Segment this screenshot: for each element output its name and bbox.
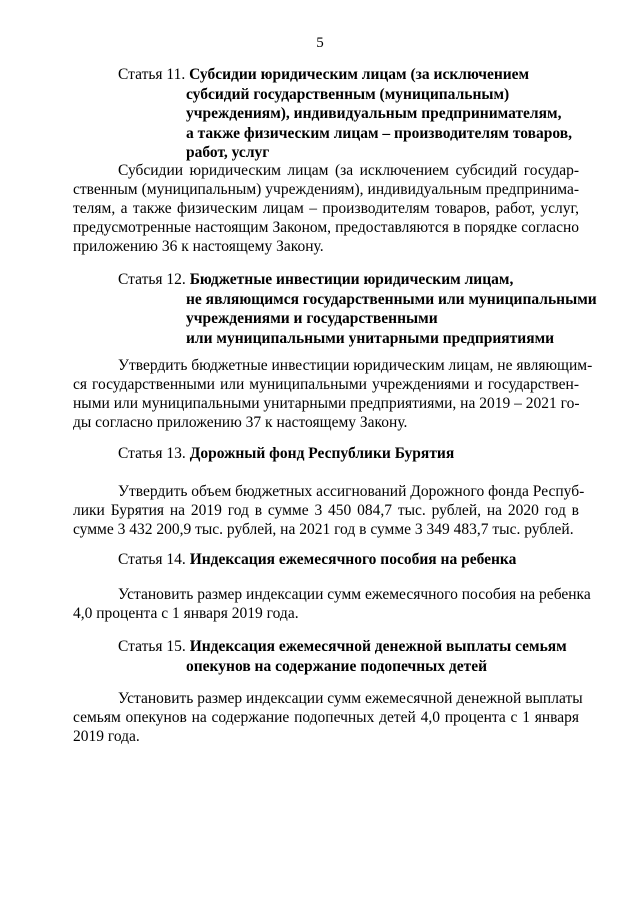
page-number: 5 <box>316 35 324 51</box>
body-line: Утвердить объем бюджетных ассигнований Дорожного фонда Респуб- <box>118 483 585 500</box>
body-line: ными или муниципальными унитарными предприятиями, на 2019 – 2021 го- <box>73 395 580 412</box>
article-12-title-line: Бюджетные инвестиции юридическим лицам, <box>189 271 514 288</box>
article-15-title-line: опекунов на содержание подопечных детей <box>186 657 488 675</box>
article-11-title-line: Субсидии юридическим лицам (за исключением <box>189 66 530 83</box>
article-11-heading <box>118 65 598 163</box>
article-14-body <box>73 585 591 623</box>
article-12-prefix: Статья 12. <box>118 271 186 288</box>
article-11-title-line: а также физическим лицам – производителям товаров, <box>186 124 572 142</box>
article-12-title-line: учреждениями и государственными <box>186 310 438 327</box>
body-line: ственным (муниципальным) учреждениям), индивидуальным предпринима- <box>73 181 579 198</box>
body-line: телям, а также физическим лицам – производителям товаров, работ, услуг, <box>73 200 579 217</box>
body-line: Установить размер индексации сумм ежемесячного пособия на ребенка <box>118 586 591 603</box>
body-line: Субсидии юридическим лицам (за исключением субсидий государ- <box>118 162 579 179</box>
article-14-title-line: Индексация ежемесячного пособия на ребенка <box>189 551 517 568</box>
article-11-prefix: Статья 11. <box>118 66 186 83</box>
article-11-title-line: субсидий государственным (муниципальным) <box>186 85 510 103</box>
article-15-heading <box>118 637 598 676</box>
article-13-body <box>73 482 585 539</box>
body-line: 2019 года. <box>73 728 140 745</box>
article-13-heading <box>118 444 598 464</box>
article-15-title-line: Индексация ежемесячной денежной выплаты семьям <box>189 638 567 655</box>
article-12-title-line: или муниципальными унитарными предприятиями <box>186 329 555 347</box>
article-12-title-line: не являющимся государственными или муниципальными <box>186 290 597 308</box>
body-line: предусмотренные настоящим Законом, предоставляются в порядке согласно <box>73 219 579 236</box>
article-12-heading <box>118 270 598 348</box>
body-line: 4,0 процента с 1 января 2019 года. <box>73 605 299 622</box>
body-line: лики Бурятия на 2019 год в сумме 3 450 084,7 тыс. рублей, на 2020 год в <box>73 502 579 519</box>
article-15-body <box>73 689 583 746</box>
body-line: Установить размер индексации сумм ежемесячной денежной выплаты <box>118 690 583 707</box>
body-line: сумме 3 432 200,9 тыс. рублей, на 2021 год в сумме 3 349 483,7 тыс. рублей. <box>73 521 574 538</box>
article-13-title-line: Дорожный фонд Республики Бурятия <box>189 445 455 462</box>
article-12-body <box>73 356 593 432</box>
article-11-body <box>73 161 579 256</box>
article-11-title-line: работ, услуг <box>186 144 270 161</box>
article-13-prefix: Статья 13. <box>118 445 186 462</box>
article-15-prefix: Статья 15. <box>118 638 186 655</box>
body-line: семьям опекунов на содержание подопечных детей 4,0 процента с 1 января <box>73 709 579 726</box>
body-line: ды согласно приложению 37 к настоящему Закону. <box>73 414 408 431</box>
article-11-title-line: учреждениям), индивидуальным предпринимателям, <box>186 105 562 122</box>
body-line: Утвердить бюджетные инвестиции юридическим лицам, не являющим- <box>118 357 593 374</box>
article-14-heading <box>118 550 598 570</box>
body-line: ся государственными или муниципальными учреждениями и государствен- <box>73 376 579 393</box>
body-line: приложению 36 к настоящему Закону. <box>73 238 324 255</box>
article-14-prefix: Статья 14. <box>118 551 186 568</box>
